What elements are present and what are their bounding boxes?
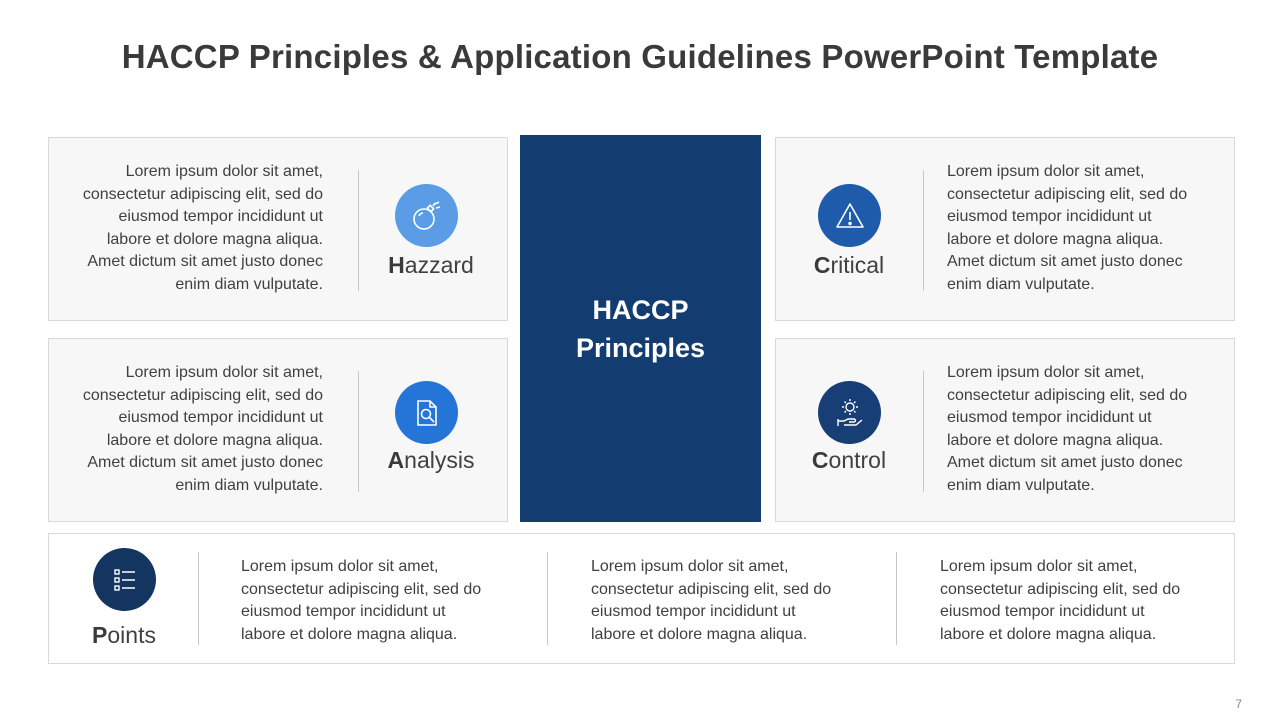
critical-label: Critical: [813, 252, 885, 278]
points-card: [48, 533, 1235, 664]
hazzard-label: Hazzard: [388, 252, 474, 278]
hazzard-card: [48, 137, 508, 321]
analysis-card: [48, 338, 508, 522]
analysis-label: Analysis: [387, 447, 475, 473]
control-card: [775, 338, 1235, 522]
points-text-3: Lorem ipsum dolor sit amet, consectetur adipiscing elit, sed do eiusmod tempor incididunt ut labore et dolore magna aliqua.: [940, 558, 1181, 643]
page-number: 7: [1235, 697, 1242, 711]
critical-description: Lorem ipsum dolor sit amet, consectetur adipiscing elit, sed do eiusmod tempor incididunt ut labore et dolore magna aliqua. Amet dictum sit amet justo donec enim diam vulputate.: [947, 163, 1188, 293]
checklist-icon: [93, 548, 156, 611]
points-divider-2: [547, 552, 548, 645]
analysis-divider: [358, 371, 359, 492]
control-divider: [923, 371, 924, 492]
critical-card: [775, 137, 1235, 321]
slide-title: HACCP Principles & Application Guidelines PowerPoint Template: [121, 38, 1159, 75]
hazzard-divider: [358, 170, 359, 291]
bomb-icon: [395, 184, 458, 247]
warning-icon: [818, 184, 881, 247]
points-text-1: Lorem ipsum dolor sit amet, consectetur adipiscing elit, sed do eiusmod tempor incididunt ut labore et dolore magna aliqua.: [241, 558, 482, 643]
critical-divider: [923, 170, 924, 291]
gear-hand-icon: [818, 381, 881, 444]
points-label: Points: [92, 622, 156, 648]
center-line-2: Principles: [575, 332, 706, 363]
document-search-icon: [395, 381, 458, 444]
points-divider-1: [198, 552, 199, 645]
analysis-description: Lorem ipsum dolor sit amet, consectetur adipiscing elit, sed do eiusmod tempor incididunt ut labore et dolore magna aliqua. Amet dictum sit amet justo donec enim diam vulputate.: [82, 364, 323, 494]
points-divider-3: [896, 552, 897, 645]
hazzard-description: Lorem ipsum dolor sit amet, consectetur adipiscing elit, sed do eiusmod tempor incididunt ut labore et dolore magna aliqua. Amet dictum sit amet justo donec enim diam vulputate.: [82, 163, 323, 293]
points-text-2: Lorem ipsum dolor sit amet, consectetur adipiscing elit, sed do eiusmod tempor incididunt ut labore et dolore magna aliqua.: [591, 558, 832, 643]
center-line-1: HACCP: [592, 294, 689, 325]
control-label: Control: [811, 447, 887, 473]
control-description: Lorem ipsum dolor sit amet, consectetur adipiscing elit, sed do eiusmod tempor incididunt ut labore et dolore magna aliqua. Amet dictum sit amet justo donec enim diam vulputate.: [947, 364, 1188, 494]
haccp-principles-panel: [520, 135, 761, 522]
